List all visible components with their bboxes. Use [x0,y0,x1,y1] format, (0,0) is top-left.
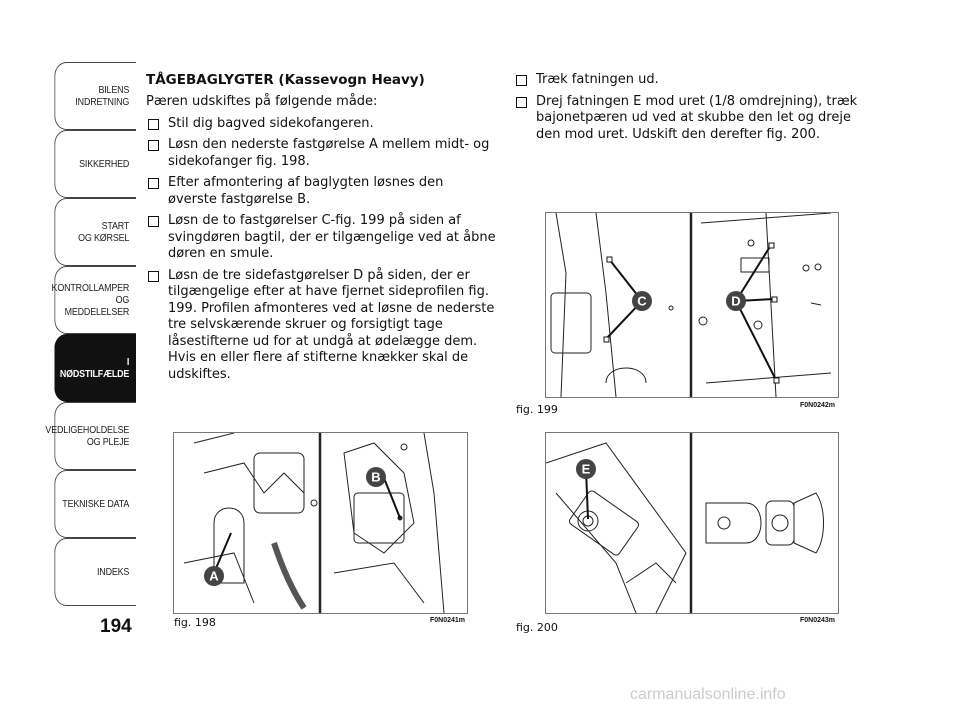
svg-text:A: A [209,568,219,584]
fig198-caption: fig. 198 [174,616,216,629]
svg-text:D: D [731,293,741,309]
tab-indeks[interactable]: INDEKS [54,538,136,606]
svg-text:E: E [581,461,591,477]
figure-198 [173,432,468,614]
fig198-code: F0N0241m [430,617,466,624]
fig199-code: F0N0242m [800,402,836,409]
tab-i-nodstilfaelde[interactable]: I NØDSTILFÆLDE [54,334,136,402]
svg-text:C: C [637,293,647,309]
checkbox-icon [148,178,159,189]
checkbox-icon [148,140,159,151]
callout-b [366,467,386,487]
fig199-illustration [546,213,838,397]
callout-c [632,291,652,311]
callout-e [576,459,596,479]
checkbox-icon [148,216,159,227]
list-item: Drej fatningen E mod uret (1/8 omdrejning), træk bajonetpæren ud ved at skubbe den let og dreje den mod uret. Udskift den derefter fig. 200. [514,94,864,144]
list-item: Efter afmontering af baglygten løsnes den øverste fastgørelse B. [146,175,496,208]
checkbox-icon [516,97,527,108]
svg-text:B: B [371,469,381,485]
tab-bilens-indretning[interactable]: BILENS INDRETNING [54,62,136,130]
fig198-illustration [174,433,467,613]
callout-d [726,291,746,311]
watermark: carmanualsonline.info [630,686,786,703]
list-item: Løsn den nederste fastgørelse A mellem midt- og sidekofanger fig. 198. [146,137,496,170]
figure-200 [545,432,839,614]
fig199-caption: fig. 199 [516,403,558,416]
figure-199 [545,212,839,398]
page-number: 194 [100,616,132,637]
tab-sikkerhed[interactable]: SIKKERHED [54,130,136,198]
tab-tekniske-data[interactable]: TEKNISKE DATA [54,470,136,538]
tab-vedligeholdelse[interactable]: VEDLIGEHOLDELSE OG PLEJE [54,402,136,470]
list-item: Stil dig bagved sidekofangeren. [146,116,496,133]
intro-text: Pæren udskiftes på følgende måde: [146,94,378,109]
checkbox-icon [148,271,159,282]
fig200-caption: fig. 200 [516,621,558,634]
checkbox-icon [148,119,159,130]
section-title: TÅGEBAGLYGTER (Kassevogn Heavy) [146,72,425,88]
list-item: Træk fatningen ud. [514,72,864,89]
fig200-code: F0N0243m [800,617,836,624]
chapter-tabs [40,62,136,606]
fig200-illustration [546,433,838,613]
checkbox-icon [516,75,527,86]
right-column [514,72,864,148]
list-item: Løsn de to fastgørelser C-fig. 199 på siden af svingdøren bagtil, der er tilgængelige ved at åbne døren en smule. [146,213,496,263]
tab-start-og-korsel[interactable]: START OG KØRSEL [54,198,136,266]
left-column [146,72,496,388]
callout-a [204,566,224,586]
list-item: Løsn de tre sidefastgørelser D på siden, der er tilgængelige efter at have fjernet sideprofilen fig. 199. Profilen afmonteres ved at løsne de nederste tre selvskærende skruer og forsigtigt tage låsestifterne ud for at undgå at ødelægge dem. Hvis en eller flere af stifterne knækker skal de udskiftes. [146,268,496,384]
tab-kontrollamper[interactable]: KONTROLLAMPER OG MEDDELELSER [54,266,136,334]
